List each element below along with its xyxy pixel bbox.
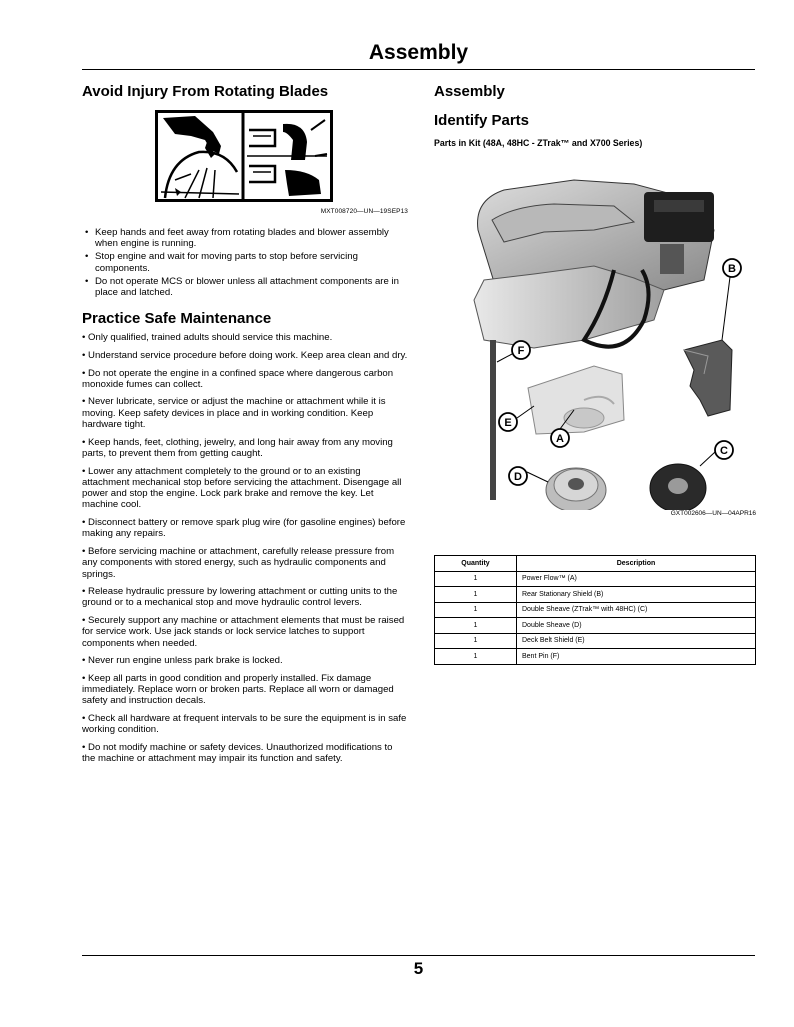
double-sheave-c-part xyxy=(650,464,706,510)
page-number: 5 xyxy=(413,959,424,978)
table-row xyxy=(435,602,756,618)
heading-avoid-injury: Avoid Injury From Rotating Blades xyxy=(82,83,329,100)
callout-e: E xyxy=(504,417,512,429)
list-item: • Before servicing machine or attachment, carefully release pressure from any components with stored energy, such as hydraulic components and springs. xyxy=(82,545,395,580)
maintenance-list xyxy=(82,332,408,764)
quantity-cell: 1 xyxy=(435,602,517,618)
list-item: • Only qualified, trained adults should service this machine. xyxy=(82,332,333,344)
description-cell: Double Sheave (D) xyxy=(517,618,756,634)
list-item: • Never run engine unless park brake is locked. xyxy=(82,655,283,667)
heading-safe-maintenance: Practice Safe Maintenance xyxy=(82,310,272,328)
blade-warning-list xyxy=(85,227,408,298)
list-item: • Keep hands, feet, clothing, jewelry, and long hair away from any moving parts, to prevent them from getting caught. xyxy=(82,436,393,459)
image-code: GXT002606—UN—04APR16 xyxy=(670,510,756,517)
left-column xyxy=(82,82,408,771)
rotating-blades-warning-icon xyxy=(155,110,333,202)
image-code: MXT008720—UN—19SEP13 xyxy=(320,208,408,215)
page-title: Assembly xyxy=(368,41,469,64)
table-header-row xyxy=(435,556,756,572)
quantity-cell: 1 xyxy=(435,571,517,587)
list-item: • Check all hardware at frequent intervals to be sure the equipment is in safe working condition. xyxy=(82,712,407,736)
column-header-description: Description xyxy=(517,556,756,572)
deck-belt-shield-part xyxy=(528,366,624,434)
column-header-quantity: Quantity xyxy=(435,556,517,572)
list-item: • Do not modify machine or safety devices. Unauthorized modifications to the machine or attachment may impair its function and safety. xyxy=(82,741,393,765)
list-item: • Do not operate MCS or blower unless all attachment components are in place and latched. xyxy=(85,276,408,299)
heading-assembly: Assembly xyxy=(434,83,505,100)
list-item: • Release hydraulic pressure by lowering attachment or cutting units to the ground or to a mechanical stop and move hydraulic control levers. xyxy=(82,586,398,609)
list-item: • Keep all parts in good condition and properly installed. Fix damage immediately. Replace worn or broken parts. Replace all worn or damaged safety and instruction decals. xyxy=(82,672,394,707)
list-item: • Understand service procedure before doing work. Keep area clean and dry. xyxy=(82,349,408,361)
description-cell: Power Flow™ (A) xyxy=(517,571,756,587)
quantity-cell: 1 xyxy=(435,618,517,634)
right-column xyxy=(434,82,756,665)
description-cell: Rear Stationary Shield (B) xyxy=(517,587,756,603)
quantity-cell: 1 xyxy=(435,633,517,649)
table-row xyxy=(435,587,756,603)
quantity-cell: 1 xyxy=(435,587,517,603)
description-cell: Bent Pin (F) xyxy=(517,649,756,665)
table-row xyxy=(435,571,756,587)
power-flow-part xyxy=(474,180,714,348)
parts-illustration xyxy=(464,170,764,510)
header-rule xyxy=(82,69,755,70)
description-cell: Deck Belt Shield (E) xyxy=(517,633,756,649)
table-row xyxy=(435,649,756,665)
callout-c: C xyxy=(720,445,728,457)
table-row xyxy=(435,633,756,649)
list-item: • Disconnect battery or remove spark plug wire (for gasoline engines) before making any repairs. xyxy=(82,517,406,540)
rear-stationary-shield-part xyxy=(684,340,732,416)
double-sheave-d-part xyxy=(546,468,606,510)
list-item: • Securely support any machine or attachment elements that must be raised for service work. Use jack stands or lock service latches to support components when needed. xyxy=(82,614,405,649)
callout-a: A xyxy=(556,433,564,445)
callout-b: B xyxy=(728,263,736,275)
callout-d: D xyxy=(514,471,522,483)
description-cell: Double Sheave (ZTrak™ with 48HC) (C) xyxy=(517,602,756,618)
heading-identify-parts: Identify Parts xyxy=(434,112,530,129)
list-item: • Stop engine and wait for moving parts to stop before servicing components. xyxy=(85,251,408,274)
callout-f: F xyxy=(517,345,525,357)
list-item: • Lower any attachment completely to the ground or to an existing attachment mechanical stop before servicing the attachment. Disengage all power and stop the engine. Lock park brake and remove the key. Let machine cool. xyxy=(82,465,402,511)
list-item: • Do not operate the engine in a confined space where dangerous carbon monoxide fumes can collect. xyxy=(82,367,394,390)
parts-table xyxy=(434,555,756,665)
table-row xyxy=(435,618,756,634)
bent-pin-part xyxy=(490,340,496,500)
footer-rule xyxy=(82,955,755,956)
quantity-cell: 1 xyxy=(435,649,517,665)
list-item: • Keep hands and feet away from rotating blades and blower assembly when engine is running. xyxy=(85,227,408,250)
kit-caption: Parts in Kit (48A, 48HC - ZTrak™ and X700 Series) xyxy=(434,138,643,148)
list-item: • Never lubricate, service or adjust the machine or attachment while it is moving. Keep safety devices in place and in working condition. Keep hardware tight. xyxy=(82,396,386,431)
